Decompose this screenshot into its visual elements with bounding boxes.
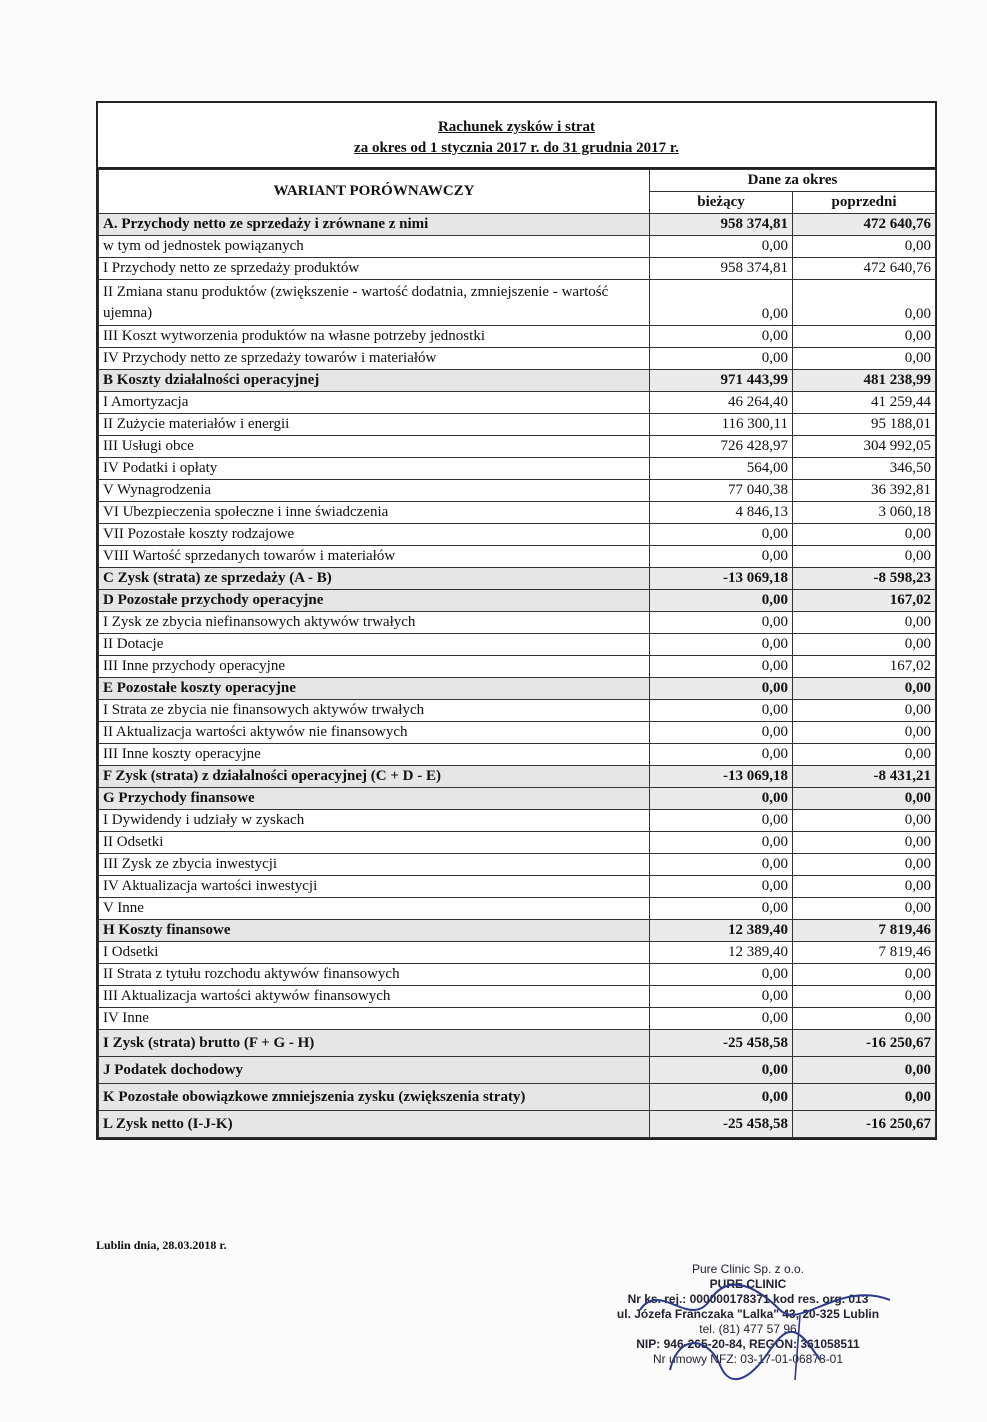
table-row <box>99 1084 936 1111</box>
row-label: III Koszt wytworzenia produktów na własne potrzeby jednostki <box>99 326 650 348</box>
table-row <box>99 1057 936 1084</box>
row-label: II Zmiana stanu produktów (zwiększenie - wartość dodatnia, zmniejszenie - wartość ujemna) <box>99 280 650 326</box>
table-row <box>99 898 936 920</box>
value-current: 0,00 <box>650 1008 793 1030</box>
value-previous: -8 598,23 <box>793 568 936 590</box>
row-label: G Przychody finansowe <box>99 788 650 810</box>
value-previous: 0,00 <box>793 634 936 656</box>
value-previous: 0,00 <box>793 898 936 920</box>
row-label: IV Inne <box>99 1008 650 1030</box>
value-previous: 0,00 <box>793 1057 936 1084</box>
value-previous: 0,00 <box>793 678 936 700</box>
table-row <box>99 612 936 634</box>
value-previous: 0,00 <box>793 788 936 810</box>
period-group-header: Dane za okres <box>650 170 936 192</box>
value-previous: 0,00 <box>793 280 936 326</box>
value-current: 958 374,81 <box>650 258 793 280</box>
value-previous: 0,00 <box>793 524 936 546</box>
stamp-line: PURE CLINIC <box>709 1277 787 1291</box>
col-current-header: bieżący <box>650 192 793 214</box>
value-previous: 0,00 <box>793 854 936 876</box>
value-current: 564,00 <box>650 458 793 480</box>
value-previous: 0,00 <box>793 722 936 744</box>
table-row <box>99 964 936 986</box>
table-row <box>99 258 936 280</box>
table-row <box>99 634 936 656</box>
table-row <box>99 214 936 236</box>
value-previous: 0,00 <box>793 612 936 634</box>
row-label: II Dotacje <box>99 634 650 656</box>
stamp-line: Nr umowy NFZ: 03-17-01-06878-01 <box>652 1352 844 1366</box>
value-current: 0,00 <box>650 832 793 854</box>
value-previous: 167,02 <box>793 590 936 612</box>
table-row <box>99 810 936 832</box>
value-previous: 0,00 <box>793 1084 936 1111</box>
row-label: III Usługi obce <box>99 436 650 458</box>
table-row <box>99 678 936 700</box>
table-row <box>99 590 936 612</box>
table-row <box>99 392 936 414</box>
row-label: K Pozostałe obowiązkowe zmniejszenia zysku (zwiększenia straty) <box>99 1084 650 1111</box>
value-current: 0,00 <box>650 700 793 722</box>
value-current: 0,00 <box>650 546 793 568</box>
value-previous: 41 259,44 <box>793 392 936 414</box>
row-label: V Wynagrodzenia <box>99 480 650 502</box>
table-row <box>99 370 936 392</box>
value-previous: 36 392,81 <box>793 480 936 502</box>
variant-header: WARIANT PORÓWNAWCZY <box>99 170 650 214</box>
value-current: 0,00 <box>650 590 793 612</box>
row-label: III Aktualizacja wartości aktywów finansowych <box>99 986 650 1008</box>
value-current: 77 040,38 <box>650 480 793 502</box>
stamp-line: NIP: 946-265-20-84, REGON: 361058511 <box>636 1337 860 1351</box>
value-previous: -16 250,67 <box>793 1111 936 1138</box>
value-previous: 0,00 <box>793 832 936 854</box>
value-previous: 3 060,18 <box>793 502 936 524</box>
value-current: 0,00 <box>650 326 793 348</box>
value-previous: 472 640,76 <box>793 258 936 280</box>
table-row <box>99 1111 936 1138</box>
table-row <box>99 788 936 810</box>
financial-statement <box>96 101 937 1140</box>
row-label: I Odsetki <box>99 942 650 964</box>
value-current: 0,00 <box>650 612 793 634</box>
value-current: -13 069,18 <box>650 568 793 590</box>
table-row <box>99 236 936 258</box>
value-current: 0,00 <box>650 788 793 810</box>
value-current: 4 846,13 <box>650 502 793 524</box>
value-current: 0,00 <box>650 876 793 898</box>
row-label: II Odsetki <box>99 832 650 854</box>
row-label: IV Przychody netto ze sprzedaży towarów i materiałów <box>99 348 650 370</box>
stamp-line: Nr ks. rej.: 000000178371 kod res. org. 013 <box>627 1292 869 1306</box>
table-row <box>99 280 936 326</box>
row-label: E Pozostałe koszty operacyjne <box>99 678 650 700</box>
value-current: -25 458,58 <box>650 1030 793 1057</box>
value-previous: 0,00 <box>793 744 936 766</box>
table-row <box>99 1008 936 1030</box>
table-row <box>99 766 936 788</box>
stamp-line: ul. Józefa Franczaka "Lalka" 43, 20-325 Lublin <box>616 1307 880 1321</box>
value-current: 0,00 <box>650 524 793 546</box>
value-previous: 0,00 <box>793 810 936 832</box>
value-current: 0,00 <box>650 810 793 832</box>
row-label: II Aktualizacja wartości aktywów nie finansowych <box>99 722 650 744</box>
table-row <box>99 876 936 898</box>
table-row <box>99 920 936 942</box>
value-current: 726 428,97 <box>650 436 793 458</box>
value-previous: 0,00 <box>793 876 936 898</box>
value-previous: 7 819,46 <box>793 942 936 964</box>
row-label: I Dywidendy i udziały w zyskach <box>99 810 650 832</box>
table-row <box>99 546 936 568</box>
value-current: 0,00 <box>650 986 793 1008</box>
value-current: 0,00 <box>650 280 793 326</box>
value-previous: -8 431,21 <box>793 766 936 788</box>
col-previous-header: poprzedni <box>793 192 936 214</box>
table-row <box>99 568 936 590</box>
table-row <box>99 480 936 502</box>
value-current: 0,00 <box>650 656 793 678</box>
row-label: IV Podatki i opłaty <box>99 458 650 480</box>
row-label: II Zużycie materiałów i energii <box>99 414 650 436</box>
row-label: V Inne <box>99 898 650 920</box>
row-label: VI Ubezpieczenia społeczne i inne świadczenia <box>99 502 650 524</box>
value-previous: 346,50 <box>793 458 936 480</box>
signature <box>620 1270 910 1390</box>
value-current: 0,00 <box>650 744 793 766</box>
value-previous: 167,02 <box>793 656 936 678</box>
value-current: 12 389,40 <box>650 920 793 942</box>
value-current: -13 069,18 <box>650 766 793 788</box>
value-previous: 0,00 <box>793 964 936 986</box>
value-current: 0,00 <box>650 722 793 744</box>
value-previous: 0,00 <box>793 326 936 348</box>
value-previous: 0,00 <box>793 986 936 1008</box>
value-current: 46 264,40 <box>650 392 793 414</box>
value-previous: 95 188,01 <box>793 414 936 436</box>
value-previous: 472 640,76 <box>793 214 936 236</box>
value-current: 0,00 <box>650 678 793 700</box>
table-row <box>99 458 936 480</box>
table-row <box>99 722 936 744</box>
row-label: I Zysk ze zbycia niefinansowych aktywów trwałych <box>99 612 650 634</box>
table-row <box>99 1030 936 1057</box>
table-row <box>99 524 936 546</box>
value-current: 0,00 <box>650 854 793 876</box>
place-date: Lublin dnia, 28.03.2018 r. <box>96 1238 227 1252</box>
value-current: 0,00 <box>650 634 793 656</box>
table-row <box>99 348 936 370</box>
value-current: 12 389,40 <box>650 942 793 964</box>
table-row <box>99 326 936 348</box>
row-label: VIII Wartość sprzedanych towarów i materiałów <box>99 546 650 568</box>
value-current: 958 374,81 <box>650 214 793 236</box>
value-previous: 304 992,05 <box>793 436 936 458</box>
value-current: -25 458,58 <box>650 1111 793 1138</box>
statement-header <box>98 103 935 169</box>
value-current: 0,00 <box>650 964 793 986</box>
row-label: J Podatek dochodowy <box>99 1057 650 1084</box>
table-row <box>99 414 936 436</box>
value-previous: 0,00 <box>793 348 936 370</box>
row-label: I Zysk (strata) brutto (F + G - H) <box>99 1030 650 1057</box>
value-previous: 481 238,99 <box>793 370 936 392</box>
table-row <box>99 744 936 766</box>
row-label: C Zysk (strata) ze sprzedaży (A - B) <box>99 568 650 590</box>
table-row <box>99 832 936 854</box>
stamp-line: Pure Clinic Sp. z o.o. <box>691 1262 805 1276</box>
row-label: L Zysk netto (I-J-K) <box>99 1111 650 1138</box>
table-row <box>99 436 936 458</box>
value-current: 116 300,11 <box>650 414 793 436</box>
row-label: I Przychody netto ze sprzedaży produktów <box>99 258 650 280</box>
table-row <box>99 854 936 876</box>
row-label: H Koszty finansowe <box>99 920 650 942</box>
table-row <box>99 986 936 1008</box>
row-label: w tym od jednostek powiązanych <box>99 236 650 258</box>
table-row <box>99 502 936 524</box>
value-current: 0,00 <box>650 1084 793 1111</box>
value-current: 0,00 <box>650 348 793 370</box>
row-label: VII Pozostałe koszty rodzajowe <box>99 524 650 546</box>
value-previous: 0,00 <box>793 546 936 568</box>
row-label: D Pozostałe przychody operacyjne <box>99 590 650 612</box>
row-label: III Inne koszty operacyjne <box>99 744 650 766</box>
value-current: 0,00 <box>650 236 793 258</box>
row-label: IV Aktualizacja wartości inwestycji <box>99 876 650 898</box>
row-label: III Zysk ze zbycia inwestycji <box>99 854 650 876</box>
value-current: 0,00 <box>650 1057 793 1084</box>
stamp-line: tel. (81) 477 57 96 <box>699 1322 797 1336</box>
statement-title: Rachunek zysków i strat <box>437 119 596 135</box>
value-previous: -16 250,67 <box>793 1030 936 1057</box>
value-previous: 0,00 <box>793 236 936 258</box>
table-row <box>99 942 936 964</box>
row-label: II Strata z tytułu rozchodu aktywów finansowych <box>99 964 650 986</box>
row-label: III Inne przychody operacyjne <box>99 656 650 678</box>
value-previous: 7 819,46 <box>793 920 936 942</box>
value-previous: 0,00 <box>793 1008 936 1030</box>
income-statement-table <box>98 169 936 1138</box>
row-label: F Zysk (strata) z działalności operacyjnej (C + D - E) <box>99 766 650 788</box>
row-label: A. Przychody netto ze sprzedaży i zrównane z nimi <box>99 214 650 236</box>
table-row <box>99 656 936 678</box>
value-current: 971 443,99 <box>650 370 793 392</box>
row-label: I Strata ze zbycia nie finansowych aktywów trwałych <box>99 700 650 722</box>
statement-period: za okres od 1 stycznia 2017 r. do 31 grudnia 2017 r. <box>354 140 679 156</box>
value-current: 0,00 <box>650 898 793 920</box>
row-label: B Koszty działalności operacyjnej <box>99 370 650 392</box>
value-previous: 0,00 <box>793 700 936 722</box>
row-label: I Amortyzacja <box>99 392 650 414</box>
table-row <box>99 700 936 722</box>
